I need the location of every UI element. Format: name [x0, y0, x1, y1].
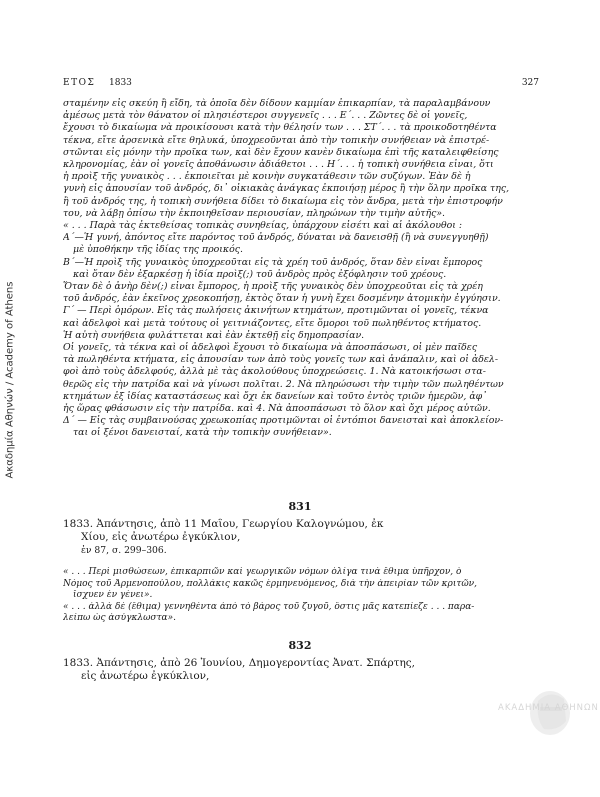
body-line: θερῶς εἰς τὴν πατρίδα καὶ νὰ γίνωσι πολῖται. 2. Νὰ πληρώσωσι τὴν τιμὴν τῶν πωληθέντων — [63, 378, 504, 390]
quote-line: « . . . Περὶ μισθώσεων, ἐπικαρπιῶν καὶ γεωργικῶν νόμων ὀλίγα τινὰ ἔθιμα ὑπῆρχον, ὁ — [63, 567, 462, 577]
quote-line: λείπω ὡς ἀσύγκλωστα». — [63, 613, 177, 623]
body-text — [63, 98, 539, 440]
quote-line: « . . . ἀλλὰ δὲ (ἔθιμα) γεννηθέντα ἀπὸ τὸ βάρος τοῦ ζυγοῦ, ὅστις μᾶς κατεπίεζε . . . παρα- — [63, 601, 475, 612]
entry-831-heading — [63, 518, 539, 557]
quote-line: ἴσχυεν ἐν γένει». — [73, 590, 153, 600]
body-line: « . . . Παρὰ τὰς ἐκτεθείσας τοπικὰς συνηθείας, ὑπάρχουν εἰσέτι καὶ αἱ ἀκόλουθοι : — [63, 220, 463, 232]
body-line: ται οἱ ξένοι δανεισταί, κατὰ τὴν τοπικὴν συνήθειαν». — [73, 427, 332, 439]
body-line: ἔχουσι τὸ δικαίωμα νὰ προικίσουσι κατὰ τὴν θέλησίν των . . . ΣΤ΄. . . τὰ προικοδοτηθέντα — [63, 122, 497, 134]
body-line: Β΄—Ἡ προὶξ τῆς γυναικὸς ὑποχρεοῦται εἰς τὰ χρέη τοῦ ἀνδρός, ὅταν δὲν εἶναι ἔμπορος — [63, 256, 483, 268]
body-line: γυνὴ εἰς ἀπουσίαν τοῦ ἀνδρός, δι᾿ οἰκιακὰς ἀνάγκας ἐκποιήσῃ μέρος ἢ τὴν ὅλην προῖκα της, — [63, 183, 510, 195]
body-line: Γ΄ — Περὶ ὁμόρων. Εἰς τὰς πωλήσεις ἀκινήτων κτημάτων, προτιμῶνται οἱ γονεῖς, τέκνα — [63, 305, 489, 317]
body-line: σταμένην εἰς σκεύη ἢ εἴδη, τὰ ὁποῖα δὲν δίδουν καμμίαν ἐπικαρπίαν, τὰ παραλαμβάνουν — [63, 98, 491, 109]
body-line: καὶ ὅταν δὲν ἐξαρκέσῃ ἡ ἰδία προὶξ(;) τοῦ ἀνδρὸς πρὸς ἐξόφλησιν τοῦ χρέους. — [73, 268, 447, 280]
quote-line: Νόμος τοῦ Ἀρμενοπούλου, πολλάκις κακῶς ἑρμηνευόμενος, διὰ τὴν ἀπειρίαν τῶν κριτῶν, — [63, 578, 478, 589]
body-line: τέκνα, εἴτε ἀρσενικὰ εἴτε θηλυκά, ὑποχρεοῦνται ἀπὸ τὴν τοπικὴν συνήθειαν νὰ ἐπιστρέ- — [63, 134, 490, 146]
academy-watermark — [478, 687, 599, 737]
body-line: στῶνται εἰς μόνην τὴν προῖκα των, καὶ δὲν ἔχουν κανὲν δικαίωμα ἐπὶ τῆς καταλειφθείσης — [63, 146, 499, 158]
body-line: καὶ ἀδελφοὶ καὶ μετὰ τούτους οἱ γειτνιάζοντες, εἴτε ὅμοροι τοῦ πωληθέντος κτήματος. — [63, 317, 482, 329]
body-line: μὲ ὑποθήκην τῆς ἰδίας της προικός. — [73, 244, 243, 256]
body-line: Δ΄ — Εἰς τὰς συμβαινούσας χρεωκοπίας προτιμῶνται οἱ ἐντόπιοι δανεισταὶ καὶ ἀποκλείον- — [63, 415, 504, 427]
entry-heading-line: 1833. Ἀπάντησις, ἀπὸ 11 Μαΐου, Γεωργίου Καλογνώμου, ἐκ — [63, 518, 384, 530]
body-line: ἀμέσως μετὰ τὸν θάνατον οἱ πλησιέστεροι συγγενεῖς . . . Ε΄. . . Ζῶντες δὲ οἱ γονεῖς, — [63, 110, 468, 122]
running-year: 1833 — [109, 78, 132, 88]
entry-heading-line: 1833. Ἀπάντησις, ἀπὸ 26 Ἰουνίου, Δημογεροντίας Ἀνατ. Σπάρτης, — [63, 657, 415, 669]
body-line: ἧς ὥρας φθάσωσιν εἰς τὴν πατρίδα. καὶ 4. Νὰ ἀποσπάσωσι τὸ ὅλον καὶ ὄχι μέρος αὐτῶν. — [63, 403, 491, 415]
entry-reference: ἐν 87, σ. 299–306. — [81, 545, 167, 556]
entry-831-quote — [63, 567, 539, 625]
page-number: 327 — [521, 78, 539, 88]
body-line: φοὶ ἀπὸ τοὺς ἀδελφούς, ἀλλὰ μὲ τὰς ἀκολούθους ὑποχρεώσεις. 1. Νὰ κατοικήσωσι στα- — [63, 366, 486, 378]
body-line: κληρονομίας, ἐὰν οἱ γονεῖς ἀποθάνωσιν ἀδιάθετοι . . . Η΄. . . ἡ τοπικὴ συνήθεια εἶναι, ὅτι — [63, 159, 494, 171]
watermark-text: ΑΚΑΔΗΜΙΑ ΑΘΗΝΩΝ — [498, 703, 599, 713]
body-line: Ἡ αὐτὴ συνήθεια φυλάττεται καὶ ἐὰν ἐκτεθῇ εἰς δημοπρασίαν. — [63, 329, 365, 341]
page-header — [63, 78, 539, 92]
body-line: τοῦ ἀνδρός, ἐὰν ἐκεῖνος χρεοκοπήσῃ, ἐκτὸς ὅταν ἡ γυνὴ ἔχει δοσμένην ἀτομικὴν ἐγγύησιν. — [63, 293, 501, 305]
entry-heading-line: Χίου, εἰς ἀνωτέρω ἐγκύκλιον, — [81, 531, 241, 543]
running-title: ΕΤΟΣ — [63, 78, 96, 88]
entry-number-831: 831 — [288, 500, 312, 513]
body-line: Ὅταν δὲ ὁ ἀνὴρ δὲν(;) εἶναι ἔμπορος, ἡ προὶξ τῆς γυναικὸς δὲν ὑποχρεοῦται εἰς τὰ χρέη — [63, 281, 483, 293]
body-line: Α΄—Ἡ γυνή, ἀπόντος εἴτε παρόντος τοῦ ἀνδρός, δύναται νὰ δανεισθῇ (ἢ νὰ συνεγγυηθῇ) — [63, 232, 489, 244]
body-line: τὰ πωληθέντα κτήματα, εἰς ἀπουσίαν των ἀπὸ τοὺς γονεῖς των καὶ ἀνάπαλιν, καὶ οἱ ἀδελ- — [63, 354, 499, 366]
side-label-text: Ακαδημία Αθηνών / Academy of Athens — [4, 281, 16, 479]
body-line: κτημάτων ἐξ ἰδίας καταστάσεως καὶ ὄχι ἐκ δανείων καὶ τοῦτο ἐντὸς τριῶν ἡμερῶν, ἀφ᾿ — [63, 390, 487, 402]
body-line: Οἱ γονεῖς, τὰ τέκνα καὶ οἱ ἀδελφοὶ ἔχουσι τὸ δικαίωμα νὰ ἀποσπάσωσι, οἱ μὲν παῖδες — [63, 342, 478, 354]
body-line: ἡ προὶξ τῆς γυναικὸς . . . ἐκποιεῖται μὲ κοινὴν συγκατάθεσιν τῶν συζύγων. Ἐὰν δὲ ἡ — [63, 171, 471, 183]
entry-number-832: 832 — [288, 639, 312, 652]
entry-832-heading — [63, 657, 539, 683]
body-line: ἢ τοῦ ἀνδρός της, ἡ τοπικὴ συνήθεια δίδει τὸ δικαίωμα εἰς τὸν ἄνδρα, μετὰ τὴν ἐπιστροφήν — [63, 195, 503, 207]
body-line: του, νὰ λάβῃ ὀπίσω τὴν ἐκποιηθεῖσαν περιουσίαν, πληρώνων τὴν τιμὴν αὐτῆς». — [63, 207, 446, 219]
entry-heading-line: εἰς ἀνωτέρω ἐγκύκλιον, — [81, 670, 210, 682]
